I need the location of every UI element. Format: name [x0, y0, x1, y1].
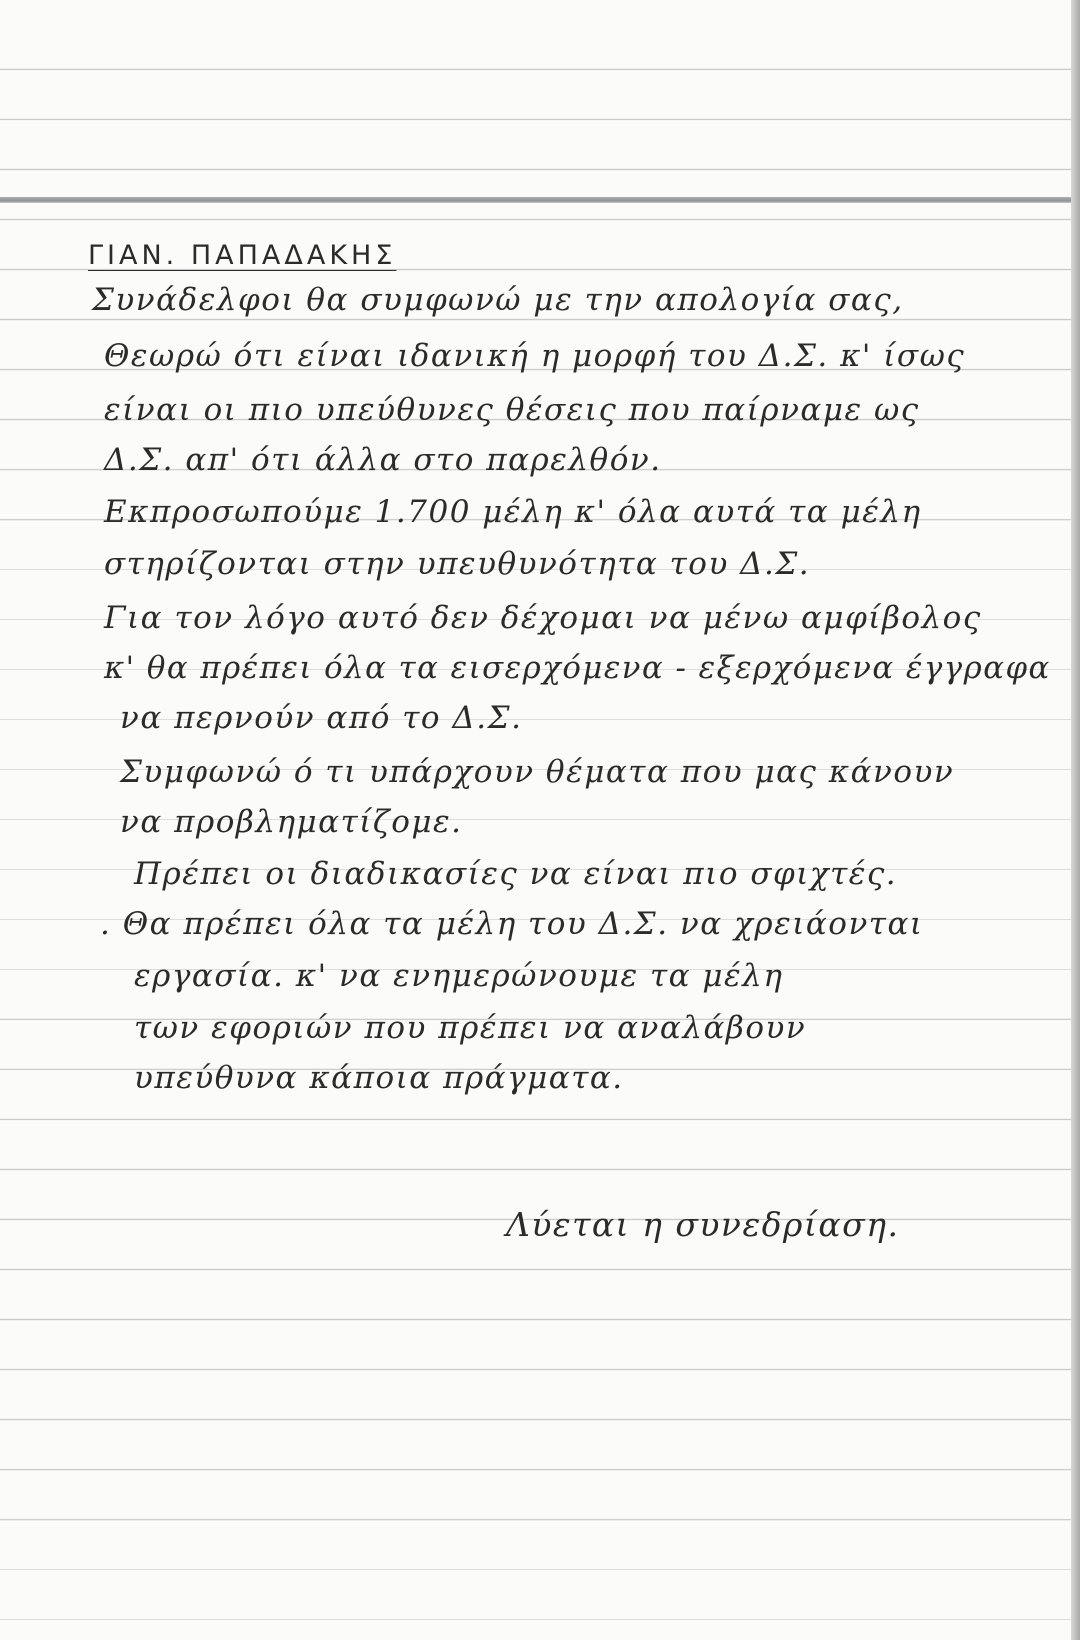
- text-line: είναι οι πιο υπεύθυνες θέσεις που παίρναμε ως: [104, 392, 920, 428]
- text-line: εργασία. κ' να ενημερώνουμε τα μέλη: [134, 958, 784, 994]
- closing-line: Λύεται η συνεδρίαση.: [506, 1205, 900, 1244]
- text-line: Εκπροσωπούμε 1.700 μέλη κ' όλα αυτά τα μέλη: [104, 494, 922, 530]
- text-line: των εφοριών που πρέπει να αναλάβουν: [134, 1010, 807, 1046]
- text-line: Πρέπει οι διαδικασίες να είναι πιο σφιχτές.: [134, 856, 898, 892]
- author-name: ΓΙΑΝ. ΠΑΠΑΔΑΚΗΣ: [88, 240, 397, 271]
- text-line: Για τον λόγο αυτό δεν δέχομαι να μένω αμφίβολος: [104, 600, 982, 636]
- text-line: Συνάδελφοι θα συμφωνώ με την απολογία σας,: [92, 282, 904, 318]
- text-line: να προβληματίζομε.: [120, 804, 463, 840]
- text-line: να περνούν από το Δ.Σ.: [120, 700, 523, 736]
- text-line: κ' θα πρέπει όλα τα εισερχόμενα - εξερχόμενα έγγραφα: [104, 650, 1051, 686]
- text-line: . Θα πρέπει όλα τα μέλη του Δ.Σ. να χρειάονται: [100, 906, 924, 942]
- text-line: Δ.Σ. απ' ότι άλλα στο παρελθόν.: [104, 442, 662, 478]
- text-line: Θεωρώ ότι είναι ιδανική η μορφή του Δ.Σ. κ' ίσως: [104, 338, 966, 374]
- text-line: υπεύθυνα κάποια πράγματα.: [134, 1060, 624, 1096]
- text-line: στηρίζονται στην υπευθυνότητα του Δ.Σ.: [104, 546, 811, 582]
- text-line: Συμφωνώ ό τι υπάρχουν θέματα που μας κάνουν: [120, 754, 955, 790]
